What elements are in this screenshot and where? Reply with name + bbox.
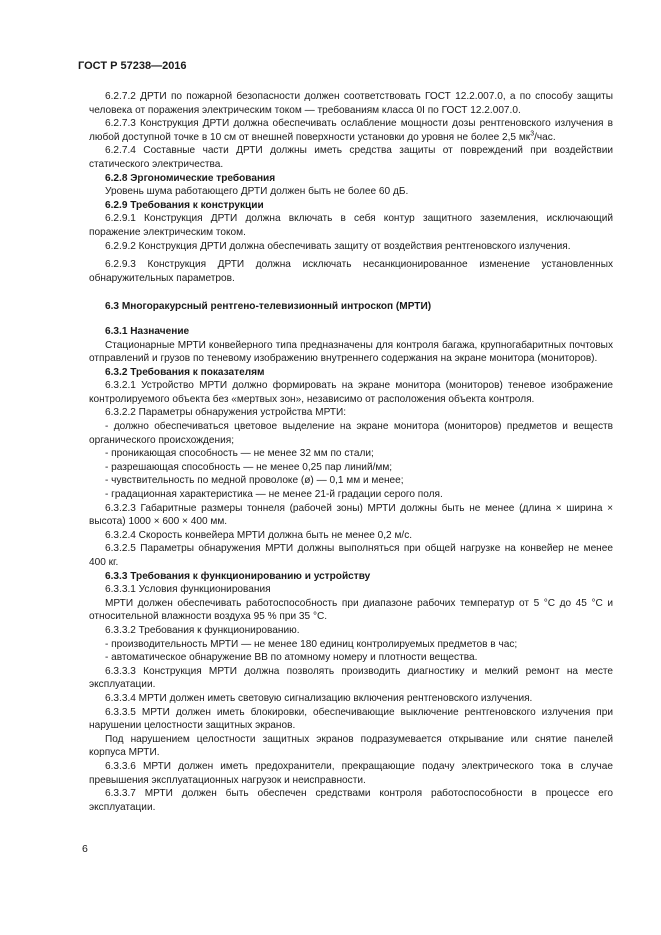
- paragraph-6-3-3-2: 6.3.3.2 Требования к функционированию.: [105, 624, 300, 636]
- paragraph-6-2-7-2: 6.2.7.2 ДРТИ по пожарной безопасности должен соответствовать ГОСТ 12.2.007.0, а по способу защиты человека от поражения электрическим током — требованиям класса 0I по ГОСТ 12.2.007.0.: [89, 91, 613, 116]
- paragraph-6-3-2-5: 6.3.2.5 Параметры обнаружения МРТИ должны выполняться при общей нагрузке на конвейер не менее 400 кг.: [89, 543, 613, 568]
- paragraph-6-3-2-4: 6.3.2.4 Скорость конвейера МРТИ должна быть не менее 0,2 м/с.: [105, 529, 413, 541]
- heading-6-3-2: 6.3.2 Требования к показателям: [105, 366, 265, 378]
- heading-6-2-9: 6.2.9 Требования к конструкции: [105, 199, 264, 211]
- heading-6-3: 6.3 Многоракурсный рентгено-телевизионный интроскоп (МРТИ): [105, 301, 432, 313]
- list-item-penetration: - проникающая способность — не менее 32 мм по стали;: [105, 448, 374, 460]
- heading-6-3-3: 6.3.3 Требования к функционированию и устройству: [105, 570, 371, 582]
- paragraph-6-2-9-2: 6.2.9.2 Конструкция ДРТИ должна обеспечивать защиту от воздействия рентгеновского излучения.: [105, 240, 571, 252]
- list-item-resolution: - разрешающая способность — не менее 0,25 пар линий/мм;: [105, 461, 393, 473]
- list-item-gradation: - градационная характеристика — не менее 21-й градации серого поля.: [105, 489, 443, 501]
- paragraph-6-3-2-2: 6.3.2.2 Параметры обнаружения устройства МРТИ:: [105, 407, 347, 419]
- paragraph-temperature: МРТИ должен обеспечивать работоспособность при диапазоне рабочих температур от 5 °С до 45 °С и относительной влажности воздуха 95 % при 35 °С.: [89, 597, 613, 623]
- heading-6-2-8: 6.2.8 Эргономические требования: [105, 172, 276, 184]
- paragraph-6-3-2-3: 6.3.2.3 Габаритные размеры тоннеля (рабочей зоны) МРТИ должны быть не менее (длина × ширина × высота) 1000 × 600 × 400 мм.: [89, 502, 613, 528]
- list-item-throughput: - производительность МРТИ — не менее 180 единиц контролируемых предметов в час;: [105, 638, 518, 650]
- paragraph-6-3-2-1: 6.3.2.1 Устройство МРТИ должно формировать на экране монитора (мониторов) теневое изображение контролируемого объекта без «мертвых зон», независимо от расположения объекта контроля.: [89, 380, 613, 405]
- superscript-three: 3: [530, 130, 535, 138]
- unit-suffix: /час.: [534, 131, 556, 143]
- page-number: 6: [82, 843, 88, 855]
- paragraph-6-2-9-1: 6.2.9.1 Конструкция ДРТИ должна включать в себя контур защитного заземления, исключающий поражение электрическим током.: [89, 213, 613, 238]
- paragraph-screen-integrity: Под нарушением целостности защитных экранов подразумевается открывание или снятие панелей корпуса МРТИ.: [89, 733, 613, 759]
- document-header: ГОСТ Р 57238—2016: [78, 60, 187, 72]
- paragraph-noise-level: Уровень шума работающего ДРТИ должен быть не более 60 дБ.: [105, 186, 409, 198]
- list-item-auto-detection: - автоматическое обнаружение ВВ по атомному номеру и плотности вещества.: [105, 652, 478, 664]
- paragraph-6-3-3-3: 6.3.3.3 Конструкция МРТИ должна позволять производить диагностику и мелкий ремонт на месте эксплуатации.: [89, 665, 613, 691]
- paragraph-purpose: Стационарные МРТИ конвейерного типа предназначены для контроля багажа, крупногабаритных почтовых отправлений и грузов по теневому изображению внутреннего содержания на экране монитора (мониторов).: [89, 339, 613, 365]
- list-item-sensitivity: - чувствительность по медной проволоке (ø) — 0,1 мм и менее;: [105, 475, 404, 487]
- paragraph-6-3-3-7: 6.3.3.7 МРТИ должен быть обеспечен средствами контроля работоспособности в процессе его эксплуатации.: [89, 788, 613, 813]
- paragraph-6-3-3-1: 6.3.3.1 Условия функционирования: [105, 584, 271, 596]
- list-item-color-highlight: - должно обеспечиваться цветовое выделение на экране монитора (мониторов) предметов и веществ органического происхождения;: [89, 421, 613, 446]
- paragraph-6-2-7-4: 6.2.7.4 Составные части ДРТИ должны иметь средства защиты от повреждений при воздействии статического электричества.: [89, 145, 613, 170]
- paragraph-6-2-7-3-text: 6.2.7.3 Конструкция ДРТИ должна обеспечивать ослабление мощности дозы рентгеновского излучения в любой доступной точке в 10 см от внешней поверхности установки до уровня не более 2,5 мк: [89, 118, 613, 143]
- paragraph-6-3-3-5: 6.3.3.5 МРТИ должен иметь блокировки, обеспечивающие выключение рентгеновского излучения при нарушении целостности защитных экранов.: [89, 706, 613, 732]
- paragraph-6-2-9-3: 6.2.9.3 Конструкция ДРТИ должна исключать несанкционированное изменение установленных обнаружительных параметров.: [89, 259, 613, 284]
- paragraph-6-3-3-4: 6.3.3.4 МРТИ должен иметь световую сигнализацию включения рентгеновского излучения.: [105, 692, 533, 704]
- heading-6-3-1: 6.3.1 Назначение: [105, 325, 190, 337]
- paragraph-6-3-3-6: 6.3.3.6 МРТИ должен иметь предохранители, прекращающие подачу электрического тока в случае превышения эксплуатационных нагрузок и неисправности.: [89, 760, 613, 786]
- document-body: [89, 90, 613, 814]
- paragraph-6-2-7-3: [89, 117, 613, 144]
